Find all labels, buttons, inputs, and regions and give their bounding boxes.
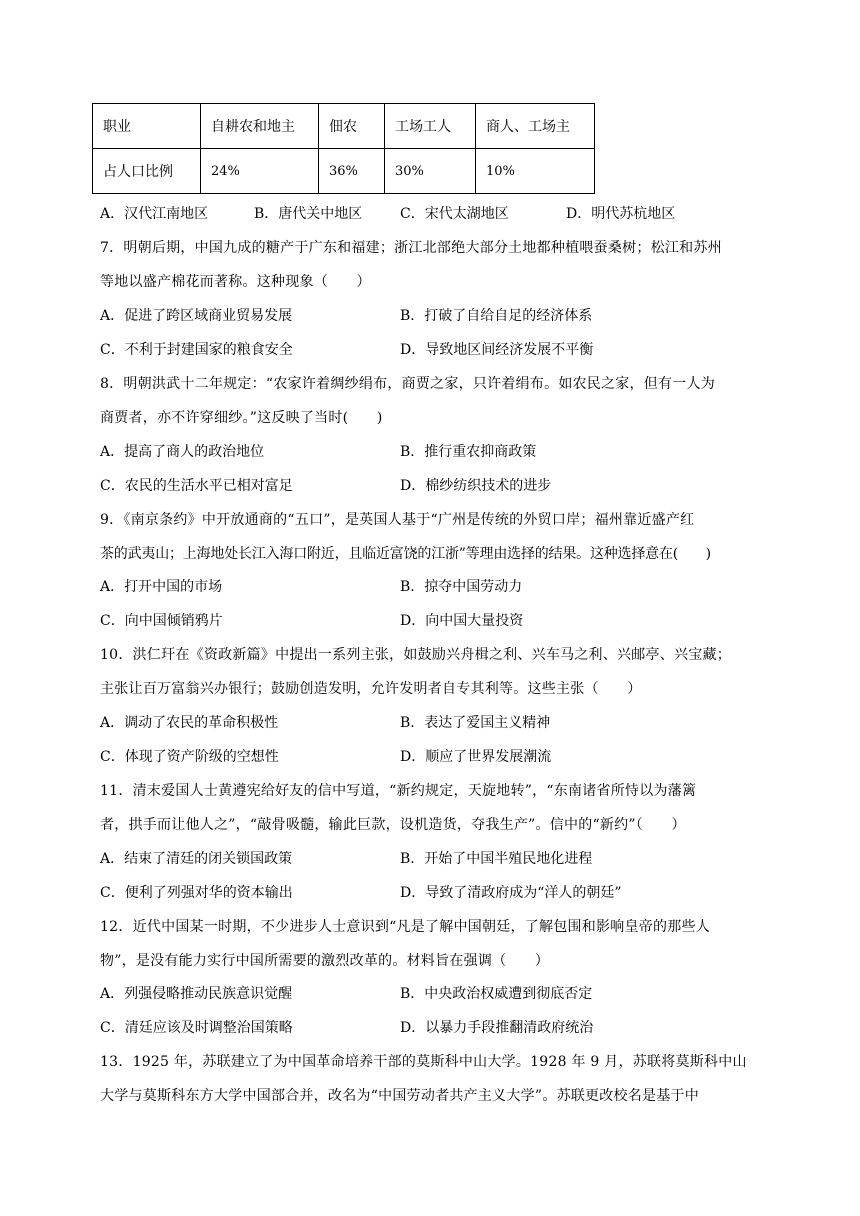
q12-option-d: D．以暴力手段推翻清政府统治 <box>400 1020 594 1036</box>
q7-stem-line-1: 7．明朝后期，中国九成的糖产于广东和福建；浙江北部绝大部分土地都种植喂蚕桑树；松江和苏州 <box>100 240 722 256</box>
q8-stem-line-1: 8．明朝洪武十二年规定：“农家许着绸纱绢布，商贾之家，只许着绢布。如农民之家，但有一人为 <box>100 376 716 392</box>
table-cell: 职业 <box>93 104 201 149</box>
q8-option-d: D．棉纱纺织技术的进步 <box>400 478 552 494</box>
q6-option-d: D．明代苏杭地区 <box>566 206 676 222</box>
q6-option-a: A．汉代江南地区 <box>100 206 209 222</box>
table-row <box>93 149 595 194</box>
table-header-row <box>93 104 595 149</box>
q11-option-d: D．导致了清政府成为“洋人的朝廷” <box>400 885 622 901</box>
q8-option-a: A．提高了商人的政治地位 <box>100 444 265 460</box>
q12-stem-line-1: 12．近代中国某一时期，不少进步人士意识到“凡是了解中国朝廷，了解包围和影响皇帝的那些人 <box>100 919 710 935</box>
q6-option-b: B．唐代关中地区 <box>254 206 363 222</box>
table-cell: 30% <box>385 149 476 194</box>
q12-option-c: C．清廷应该及时调整治国策略 <box>100 1020 293 1036</box>
q8-option-b: B．推行重农抑商政策 <box>400 444 537 460</box>
table-cell: 商人、工场主 <box>476 104 595 149</box>
table-cell: 24% <box>201 149 319 194</box>
q6-option-c: C．宋代太湖地区 <box>400 206 509 222</box>
q7-stem-line-2: 等地以盛产棉花而著称。这种现象（ ） <box>100 274 371 290</box>
q13-stem-line-2: 大学与莫斯科东方大学中国部合并，改名为“中国劳动者共产主义大学”。苏联更改校名是基于中 <box>100 1088 700 1104</box>
q9-option-a: A．打开中国的市场 <box>100 579 223 595</box>
q12-option-b: B．中央政治权威遭到彻底否定 <box>400 986 593 1002</box>
q7-option-b: B．打破了自给自足的经济体系 <box>400 308 593 324</box>
q10-option-a: A．调动了农民的革命积极性 <box>100 715 279 731</box>
table-cell: 佃农 <box>319 104 385 149</box>
q8-stem-line-2: 商贾者，亦不许穿细纱。”这反映了当时( ) <box>100 410 383 426</box>
table-cell: 10% <box>476 149 595 194</box>
table-cell: 工场工人 <box>385 104 476 149</box>
q7-option-c: C．不利于封建国家的粮食安全 <box>100 342 293 358</box>
q12-stem-line-2: 物”，是没有能力实行中国所需要的激烈改革的。材料旨在强调（ ） <box>100 953 550 969</box>
q10-option-b: B．表达了爱国主义精神 <box>400 715 551 731</box>
q9-option-b: B．掠夺中国劳动力 <box>400 579 523 595</box>
table-cell: 自耕农和地主 <box>201 104 319 149</box>
q10-stem-line-1: 10．洪仁玕在《资政新篇》中提出一系列主张，如鼓励兴舟楫之利、兴车马之利、兴邮亭、兴宝藏； <box>100 647 732 663</box>
population-table <box>92 103 595 194</box>
q9-stem-line-1: 9．《南京条约》中开放通商的“五口”，是英国人基于“广州是传统的外贸口岸；福州靠近盛产红 <box>100 512 695 528</box>
q11-option-c: C．便利了列强对华的资本输出 <box>100 885 293 901</box>
q10-option-c: C．体现了资产阶级的空想性 <box>100 749 279 765</box>
q12-option-a: A．列强侵略推动民族意识觉醒 <box>100 986 293 1002</box>
q11-stem-line-1: 11．清末爱国人士黄遵宪给好友的信中写道，“新约规定，天旋地转”，“东南诸省所恃以为藩篱 <box>100 783 697 799</box>
q10-option-d: D．顺应了世界发展潮流 <box>400 749 552 765</box>
q7-option-d: D．导致地区间经济发展不平衡 <box>400 342 594 358</box>
q11-stem-line-2: 者，拱手而让他人之”，“敲骨吸髓，输此巨款，设机造货，夺我生产”。信中的“新约”（ ） <box>100 817 686 833</box>
table-cell: 占人口比例 <box>93 149 201 194</box>
q9-stem-line-2: 茶的武夷山；上海地处长江入海口附近，且临近富饶的江浙”等理由选择的结果。这种选择意在( ) <box>100 546 711 562</box>
q10-stem-line-2: 主张让百万富翁兴办银行；鼓励创造发明，允许发明者自专其利等。这些主张（ ） <box>100 681 642 697</box>
q9-option-c: C．向中国倾销鸦片 <box>100 613 223 629</box>
q13-stem-line-1: 13．1925 年，苏联建立了为中国革命培养干部的莫斯科中山大学。1928 年 9 月，苏联将莫斯科中山 <box>100 1054 747 1070</box>
q11-option-a: A．结束了清廷的闭关锁国政策 <box>100 851 293 867</box>
q11-option-b: B．开始了中国半殖民地化进程 <box>400 851 593 867</box>
q7-option-a: A．促进了跨区域商业贸易发展 <box>100 308 293 324</box>
table-cell: 36% <box>319 149 385 194</box>
q8-option-c: C．农民的生活水平已相对富足 <box>100 478 293 494</box>
q9-option-d: D．向中国大量投资 <box>400 613 524 629</box>
